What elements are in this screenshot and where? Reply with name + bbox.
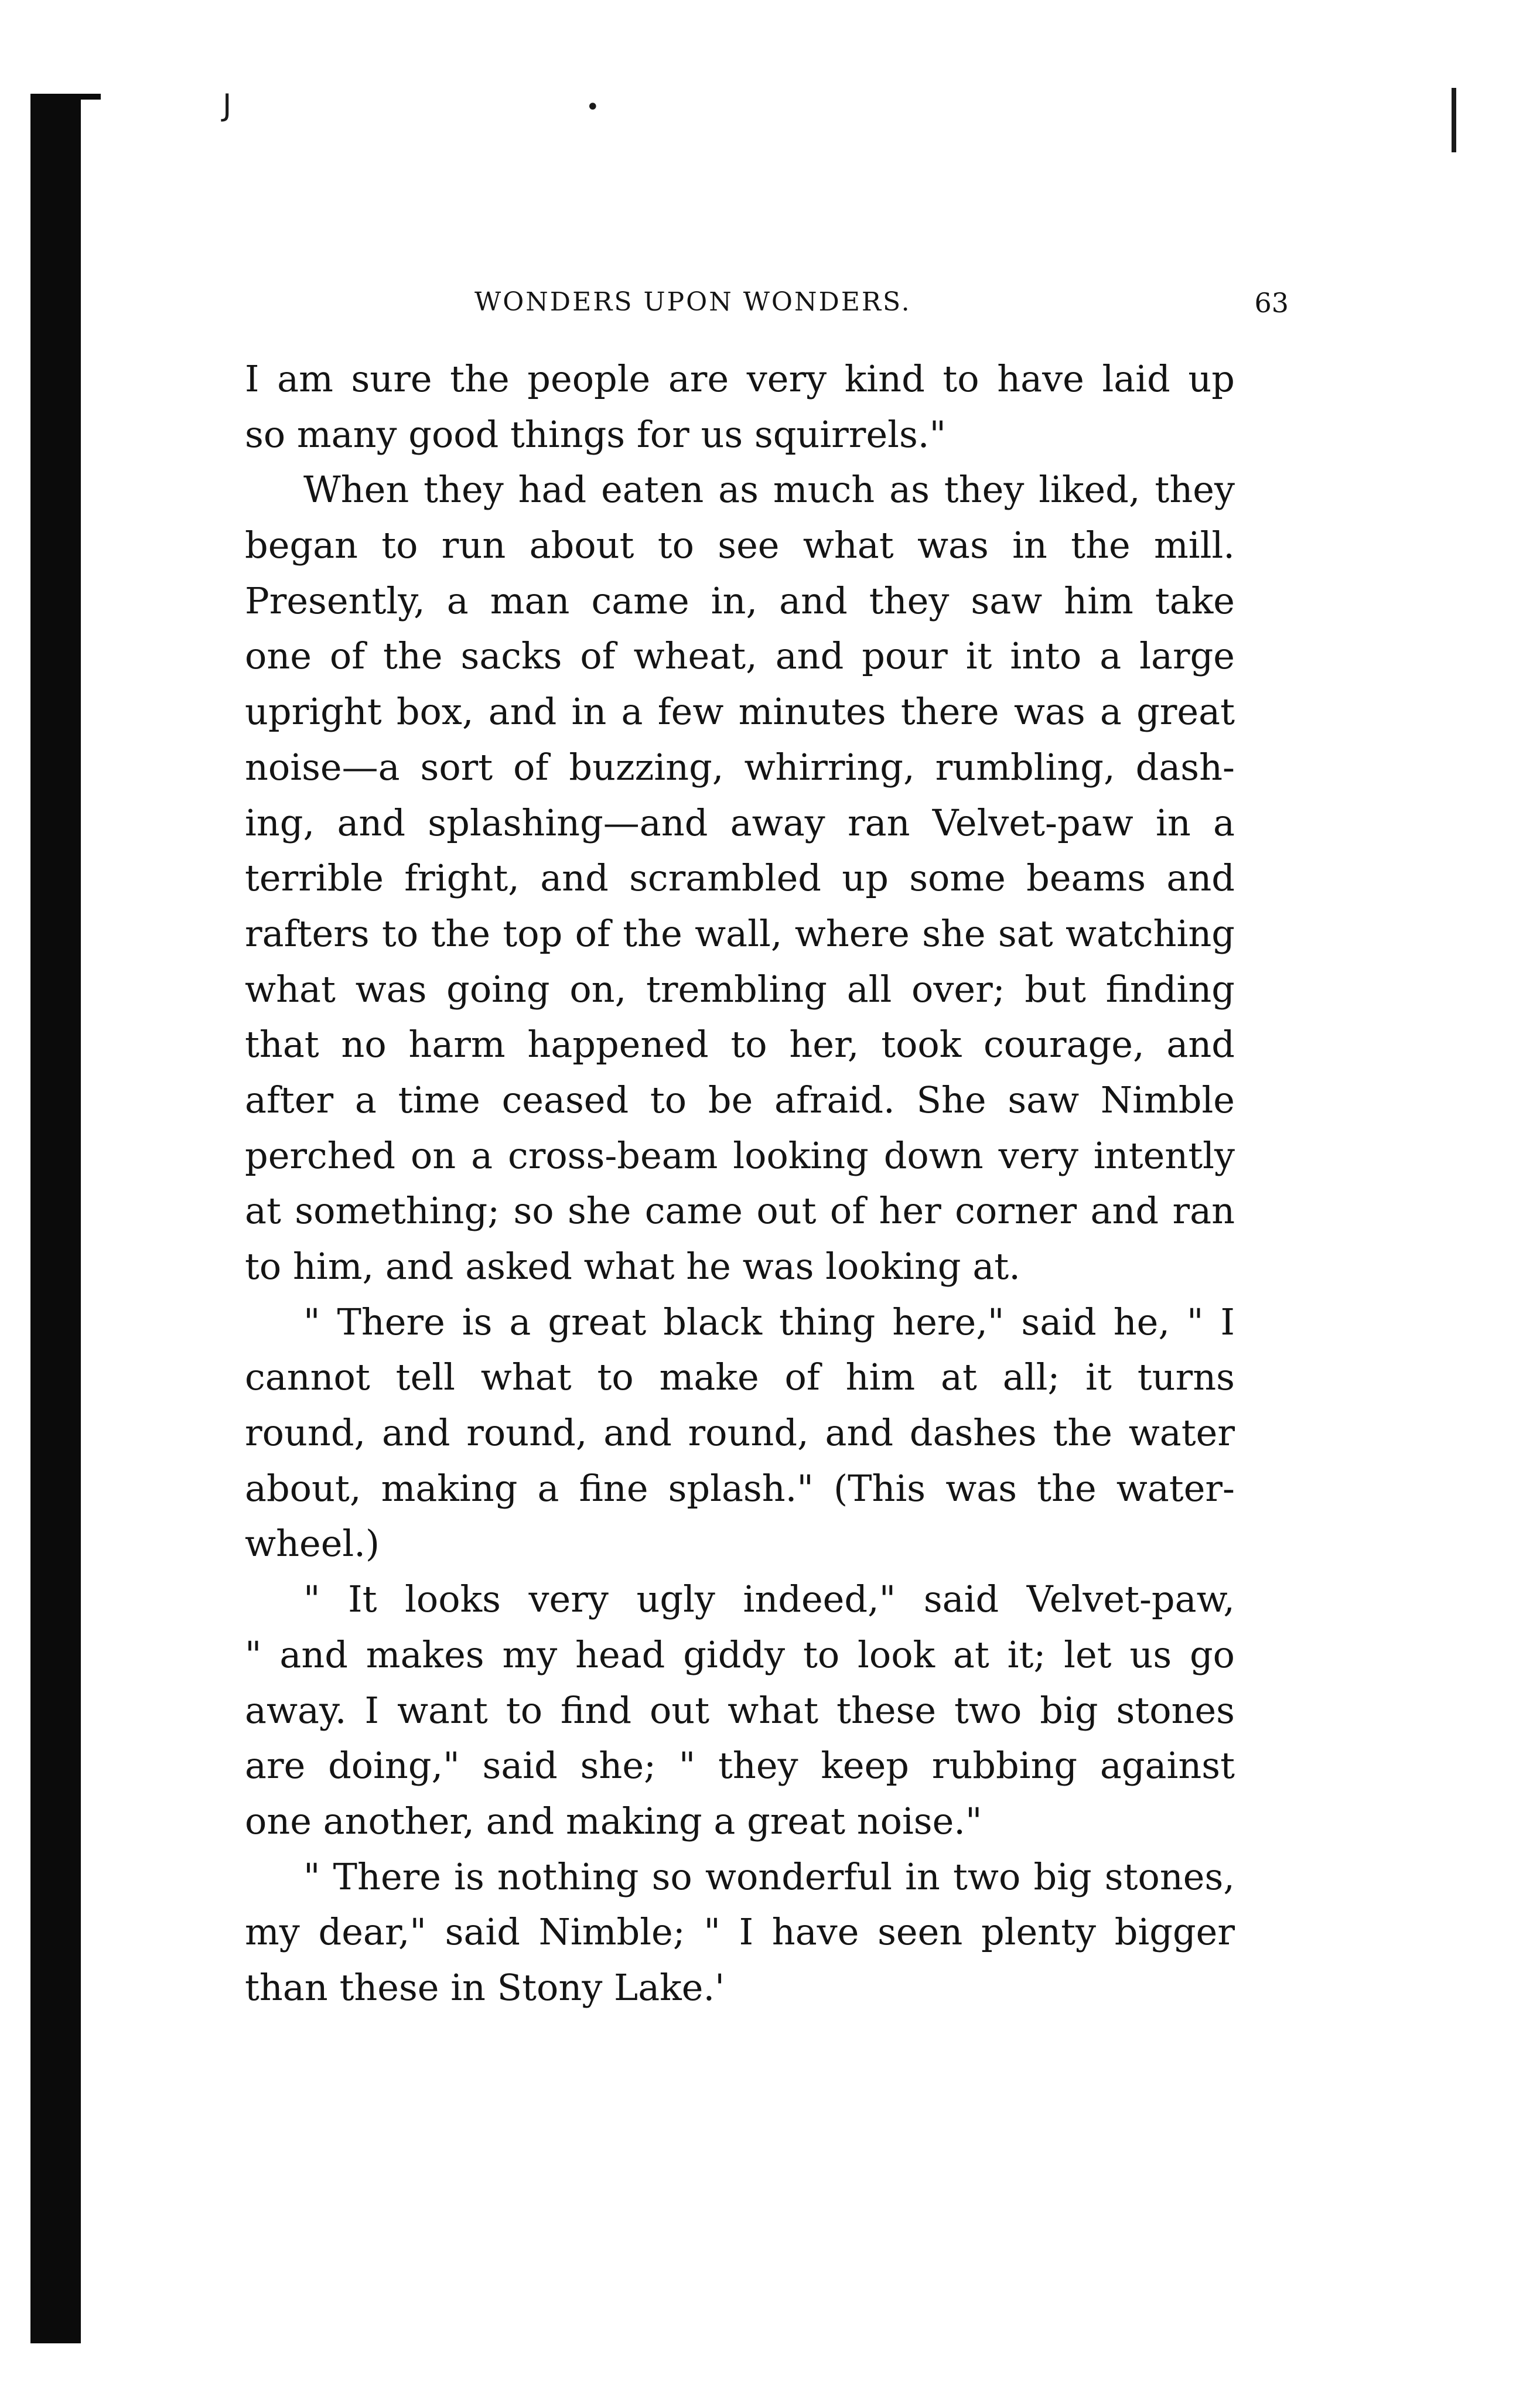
text-line: " It looks very ugly indeed," said Velvet-paw, (303, 1578, 1235, 1621)
text-line: to him, and asked what he was looking at. (245, 1245, 1020, 1288)
text-line: noise—a sort of buzzing, whirring, rumbling, dash- (245, 745, 1235, 789)
text-line: are doing," said she; " they keep rubbing against (245, 1744, 1235, 1787)
text-line: upright box, and in a few minutes there was a great (245, 690, 1235, 733)
text-line: " There is a great black thing here," said he, " I (303, 1300, 1235, 1343)
text-line: perched on a cross-beam looking down very intently (245, 1134, 1235, 1177)
text-line: I am sure the people are very kind to have laid up (245, 357, 1235, 400)
text-line: Presently, a man came in, and they saw him take (245, 579, 1235, 622)
text-line: about, making a fine splash." (This was the water- (245, 1466, 1235, 1510)
page-number: 63 (1254, 287, 1289, 319)
running-head: WONDERS UPON WONDERS. (474, 287, 911, 317)
text-line: my dear," said Nimble; " I have seen plenty bigger (245, 1910, 1235, 1954)
text-line: that no harm happened to her, took courage, and (245, 1023, 1235, 1066)
text-line: " and makes my head giddy to look at it; let us go (245, 1633, 1235, 1676)
text-line: what was going on, trembling all over; but finding (245, 967, 1235, 1011)
text-line: one another, and making a great noise." (245, 1799, 982, 1842)
page-header (246, 287, 1289, 322)
text-line: cannot tell what to make of him at all; it turns (245, 1356, 1235, 1399)
text-line: terrible fright, and scrambled up some beams and (245, 856, 1235, 900)
text-line: " There is nothing so wonderful in two big stones, (303, 1855, 1235, 1898)
text-line: than these in Stony Lake.' (245, 1965, 725, 2009)
text-line: When they had eaten as much as they liked, they (303, 468, 1235, 511)
scan-right-edge (1452, 88, 1456, 152)
scan-gutter-top (30, 94, 101, 100)
text-line: away. I want to find out what these two big stones (245, 1688, 1235, 1732)
text-line: after a time ceased to be afraid. She saw Nimble (245, 1078, 1235, 1121)
scan-gutter-shadow (30, 94, 81, 2343)
text-line: one of the sacks of wheat, and pour it into a large (245, 634, 1235, 678)
scan-dot: • (586, 94, 600, 121)
text-line: at something; so she came out of her corner and ran (245, 1189, 1235, 1233)
text-line: round, and round, and round, and dashes the water (245, 1411, 1235, 1455)
body-text (245, 352, 1235, 2016)
scan-mark: J (223, 88, 232, 123)
text-line: ing, and splashing—and away ran Velvet-paw in a (245, 801, 1235, 844)
text-line: wheel.) (245, 1522, 380, 1565)
text-line: so many good things for us squirrels." (245, 412, 947, 456)
text-line: began to run about to see what was in the mill. (245, 524, 1235, 567)
text-line: rafters to the top of the wall, where she sat watching (245, 912, 1235, 955)
